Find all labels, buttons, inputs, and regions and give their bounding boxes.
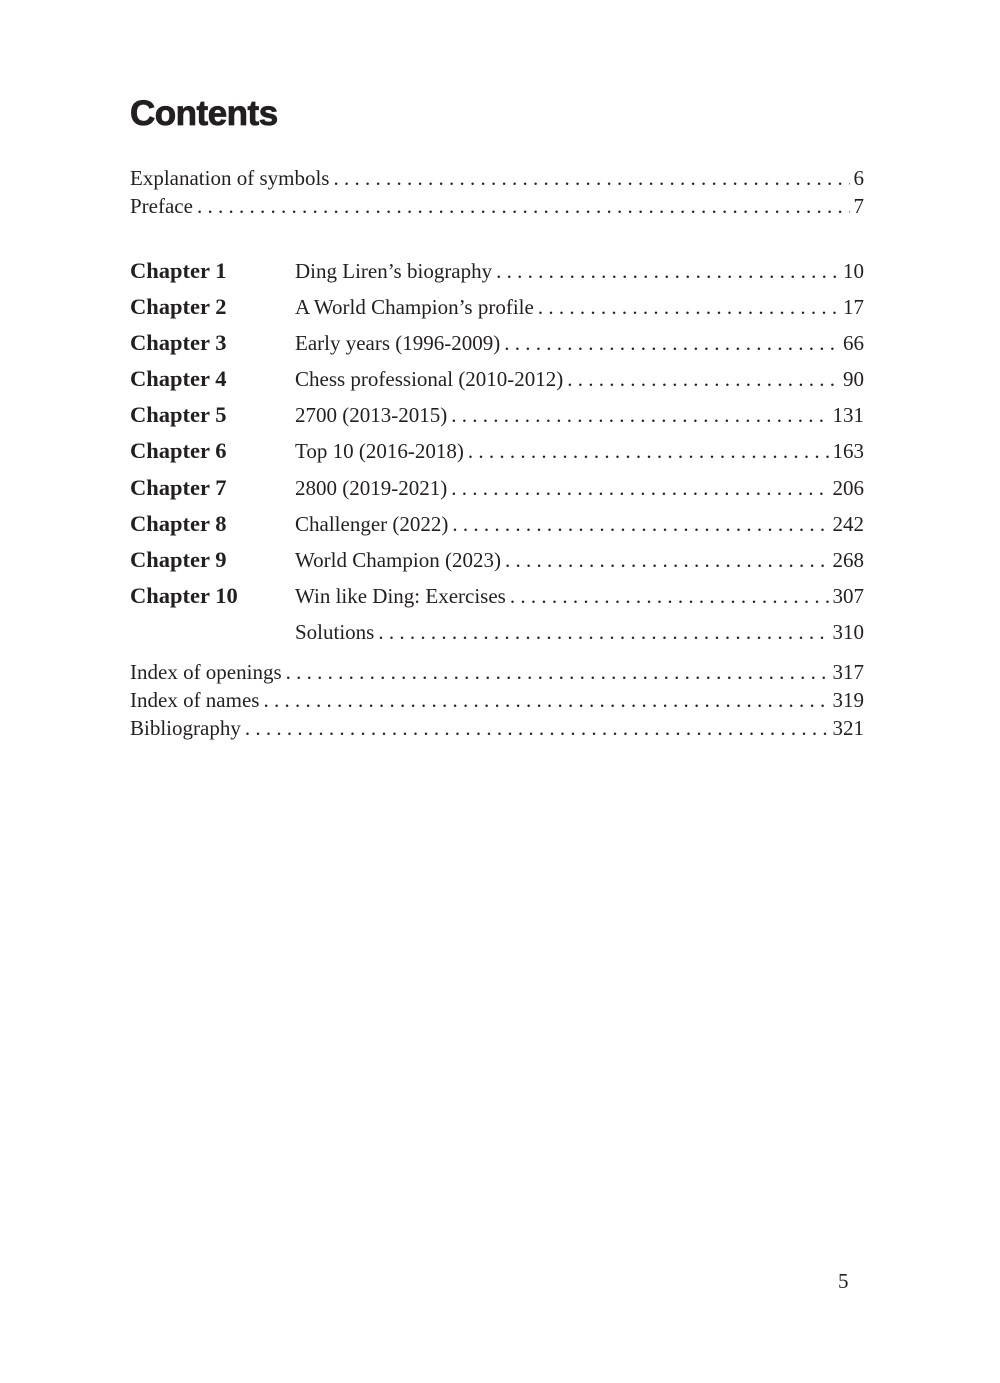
page-number: 5 [838, 1269, 849, 1293]
chapter-label: Chapter 2 [130, 294, 227, 320]
chapter-title: Early years (1996-2009) [295, 331, 501, 356]
chapter-page: 242 [832, 511, 864, 536]
chapter-title: Chess professional (2010-2012) [295, 367, 564, 392]
chapter-page: 131 [832, 403, 864, 428]
dot-leader [538, 289, 839, 325]
chapter-entry[interactable] [130, 433, 864, 469]
toc-entry[interactable] [130, 192, 864, 220]
dot-leader [451, 470, 828, 506]
chapter-label: Chapter 1 [130, 258, 227, 283]
chapter-label: Chapter 7 [130, 474, 227, 500]
dot-leader [197, 192, 850, 220]
chapter-entry[interactable] [130, 253, 864, 289]
chapter-title: Win like Ding: Exercises [295, 583, 506, 608]
chapter-entry[interactable] [130, 542, 864, 578]
chapter-page: 310 [832, 619, 864, 644]
dot-leader [286, 658, 829, 686]
chapter-title: Ding Liren’s biography [295, 259, 493, 283]
chapter-entry[interactable] [130, 578, 864, 614]
chapter-page: 17 [843, 295, 864, 320]
chapter-entry[interactable] [130, 614, 864, 650]
chapter-label: Chapter 5 [130, 402, 227, 428]
chapter-entry[interactable] [130, 470, 864, 506]
entry-page: 321 [832, 716, 864, 740]
chapter-label: Chapter 4 [130, 366, 227, 392]
toc-entry[interactable] [130, 714, 864, 742]
chapter-title: A World Champion’s profile [295, 295, 534, 320]
chapter-page: 10 [843, 259, 864, 283]
chapter-entry[interactable] [130, 325, 864, 361]
entry-title: Index of names [130, 688, 260, 712]
dot-leader [496, 253, 839, 289]
entry-title: Index of openings [130, 660, 282, 684]
dot-leader [468, 433, 829, 469]
chapter-entry[interactable] [130, 361, 864, 397]
back-matter-list [130, 658, 864, 742]
toc-entry[interactable] [130, 686, 864, 714]
dot-leader [510, 578, 829, 614]
dot-leader [245, 714, 829, 742]
toc-entry[interactable] [130, 164, 864, 192]
chapter-label: Chapter 8 [130, 510, 227, 536]
chapter-page: 163 [832, 439, 864, 464]
dot-leader [567, 361, 839, 397]
entry-page: 6 [853, 166, 864, 190]
dot-leader [451, 397, 828, 433]
chapter-title: World Champion (2023) [295, 547, 501, 572]
entry-title: Bibliography [130, 716, 241, 740]
chapter-title: 2700 (2013-2015) [295, 403, 448, 428]
chapter-page: 90 [843, 367, 864, 392]
chapter-title: Challenger (2022) [295, 511, 449, 536]
entry-title: Preface [130, 194, 193, 218]
chapter-label: Chapter 3 [130, 330, 227, 356]
entry-page: 317 [832, 660, 864, 684]
chapter-entry[interactable] [130, 506, 864, 542]
front-matter-list [130, 164, 864, 220]
entry-title: Explanation of symbols [130, 166, 330, 190]
page-title: Contents [130, 94, 278, 133]
entry-page: 319 [832, 688, 864, 712]
dot-leader [504, 325, 839, 361]
dot-leader [263, 686, 828, 714]
entry-page: 7 [853, 194, 864, 218]
chapter-entry[interactable] [130, 289, 864, 325]
dot-leader [452, 506, 828, 542]
chapter-title: Top 10 (2016-2018) [295, 439, 464, 464]
chapter-label: Chapter 10 [130, 582, 238, 608]
chapter-title: 2800 (2019-2021) [295, 475, 448, 500]
chapter-entry[interactable] [130, 397, 864, 433]
toc-entry[interactable] [130, 658, 864, 686]
chapter-page: 268 [832, 547, 864, 572]
chapter-label: Chapter 9 [130, 546, 227, 572]
chapter-list [130, 253, 864, 650]
chapter-title: Solutions [295, 619, 375, 644]
dot-leader [505, 542, 829, 578]
dot-leader [378, 614, 828, 650]
chapter-page: 307 [832, 583, 864, 608]
dot-leader [333, 164, 849, 192]
chapter-page: 206 [832, 475, 864, 500]
chapter-label: Chapter 6 [130, 438, 227, 464]
chapter-page: 66 [843, 331, 864, 356]
